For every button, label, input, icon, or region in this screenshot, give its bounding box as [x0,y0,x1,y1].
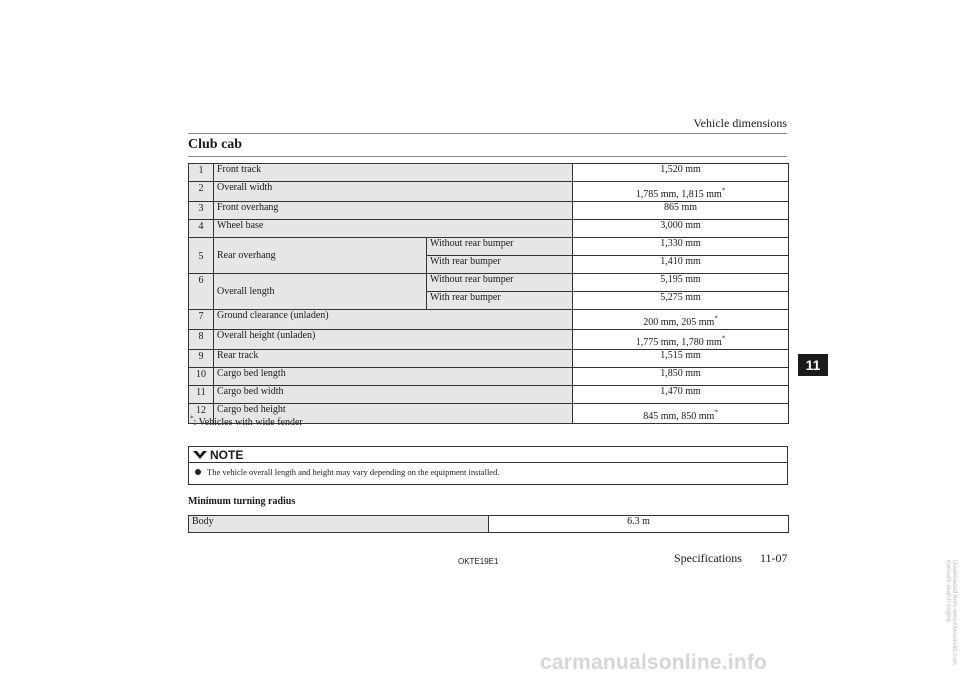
footnote-marker: * [190,414,194,423]
turning-radius-heading: Minimum turning radius [188,496,296,507]
page-number: 11-07 [760,551,788,565]
note-item [195,467,499,477]
row-label: Ground clearance (unladen) [214,310,573,330]
watermark: carmanualsonline.info [540,651,768,674]
table-row [189,368,789,386]
note-label: NOTE [210,447,244,462]
note-pen-icon [192,449,208,461]
footnote [190,414,303,428]
row-value: 3,000 mm [573,220,789,238]
row-label: Rear overhang [214,238,427,274]
table-row [189,330,789,350]
row-number: 1 [189,164,214,182]
row-value: 5,195 mm [573,274,789,292]
row-label: Front overhang [214,202,573,220]
table-row [189,182,789,202]
row-number: 5 [189,238,214,274]
row-label: Cargo bed length [214,368,573,386]
row-value: 1,410 mm [573,256,789,274]
row-label: Overall length [214,274,427,310]
section-divider [188,156,787,157]
watermark-side: Downloaded from www.Manualslib.com manuals search engine [945,560,957,665]
footnote-marker: * [721,186,726,195]
header-divider [188,133,787,134]
table-row [189,274,789,292]
table-row [189,220,789,238]
row-label: Overall height (unladen) [214,330,573,350]
footnote-marker: * [714,314,718,323]
footnote-marker: * [721,334,726,343]
table-row [189,202,789,220]
row-label: Wheel base [214,220,573,238]
row-value: 200 mm, 205 mm* [573,310,789,330]
row-number: 11 [189,386,214,404]
row-number: 6 [189,274,214,310]
footnote-marker: * [714,408,718,417]
row-label: Overall width [214,182,573,202]
row-value: 5,275 mm [573,292,789,310]
table-row [189,516,789,533]
row-value: 845 mm, 850 mm* [573,404,789,424]
table-row [189,310,789,330]
row-value: 1,785 mm, 1,815 mm* [573,182,789,202]
row-label: Front track [214,164,573,182]
document-code: OKTE19E1 [458,557,499,566]
row-label: Cargo bed width [214,386,573,404]
table-row [189,386,789,404]
row-label: Rear track [214,350,573,368]
row-sublabel: Without rear bumper [427,238,573,256]
bullet-icon [195,469,201,475]
row-number: 8 [189,330,214,350]
row-value: 1,520 mm [573,164,789,182]
row-sublabel: With rear bumper [427,256,573,274]
row-number: 7 [189,310,214,330]
row-value: 1,850 mm [573,368,789,386]
page-header-title: Vehicle dimensions [693,116,787,130]
table-row [189,350,789,368]
row-value: 1,330 mm [573,238,789,256]
row-label: Cargo bed height [214,404,573,424]
footer-section-name: Specifications [674,551,742,565]
table-row [189,238,789,256]
row-value: 1,775 mm, 1,780 mm* [573,330,789,350]
section-title: Club cab [188,137,243,152]
table-row [189,164,789,182]
row-value: 6.3 m [489,516,789,533]
note-box [188,446,788,485]
note-text: The vehicle overall length and height may vary depending on the equipment installed. [207,467,500,477]
row-number: 3 [189,202,214,220]
row-label: Body [189,516,489,533]
row-number: 12 [189,404,214,424]
turning-radius-table [188,515,789,533]
dimensions-table [188,163,789,424]
note-header [189,447,787,463]
row-value: 1,515 mm [573,350,789,368]
row-number: 9 [189,350,214,368]
footnote-text: : Vehicles with wide fender [193,417,303,428]
row-sublabel: With rear bumper [427,292,573,310]
row-value: 1,470 mm [573,386,789,404]
row-number: 10 [189,368,214,386]
row-value: 865 mm [573,202,789,220]
row-number: 2 [189,182,214,202]
chapter-tab: 11 [798,354,828,376]
row-sublabel: Without rear bumper [427,274,573,292]
row-number: 4 [189,220,214,238]
